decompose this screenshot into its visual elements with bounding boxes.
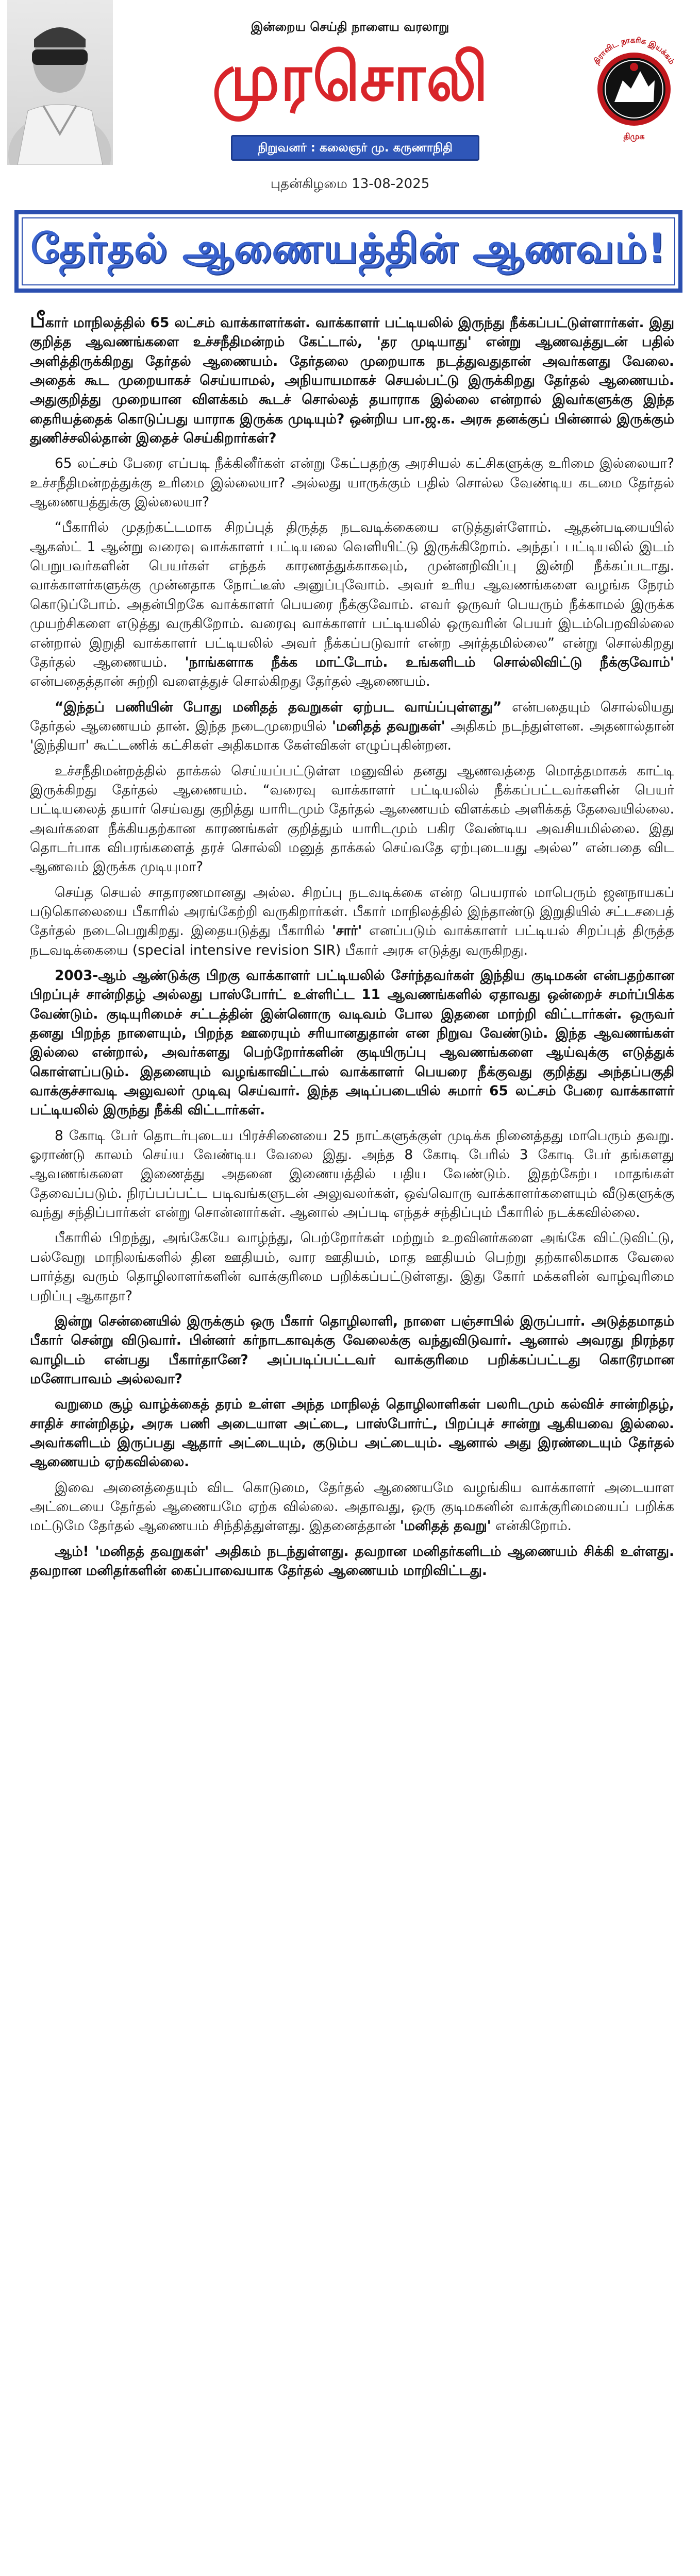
article-paragraph [30,311,674,448]
paragraph-text: “பீகாரில் முதற்கட்டமாக சிறப்புத் திருத்த நடவடிக்கையை எடுத்துள்ளோம். ஆதன்படியையில் ஆகஸ்ட் 1 ஆன்று வரைவு வாக்காளர் பட்டியலை வெளியிட்டு இருக்கிறோம். அந்தப் பட்டியலில் இடம் பெறுபவர்களின் பெயர்கள் எந்தக் காரணத்துக்காகவும், முன்னறிவிப்பு இன்றி நீக்கப்படாது. வாக்காளர்களுக்கு முன்னதாக நோட்டீஸ் அனுப்புவோம். அவர் உரிய ஆவணங்களை வழங்க நேரம் கொடுப்போம். அதன்பிறகே வாக்காளர் பெயரை நீக்குவோம். எவர் ஒருவர் பெயரும் நீக்காமல் இருக்க முயற்சிகளை எடுத்து வருகிறோம். வரைவு வாக்காளர் பட்டியலில் ஒருவரின் பெயர் இடம்பெறவில்லை என்றால் இறுதி வாக்காளர் பட்டியலில் அவர் நீக்கப்படுவார் என்ற அர்த்தமில்லை” என்று சொல்கிறது தேர்தல் ஆணையம். [30,519,674,670]
party-emblem [577,20,691,148]
paragraph-text: 8 கோடி பேர் தொடர்புடைய பிரச்சினையை 25 நாட்களுக்குள் முடிக்க நினைத்தது மாபெரும் தவறு. ஓராண்டு காலம் செய்ய வேண்டிய வேலை இது. அந்த 8 கோடி பேரில் 3 கோடி பேர் தங்களது ஆவணங்களை இணைத்து அதனை இணையத்தில் பதிய வேண்டும். இதற்கேற்ப மாதங்கள் தேவைப்படும். நிரப்பப்பட்ட படிவங்களுடன் அலுவலர்கள், ஒவ்வொரு வாக்காளர்களையும் வீடுகளுக்கு வந்து சந்திப்பார்கள் என்று சொன்னார்கள். ஆனால் அப்படி எந்தச் சந்திப்பும் பீகாரில் நடக்கவில்லை. [30,1127,674,1221]
founder-label: நிறுவனர் : கலைஞர் மு. கருணாநிதி [231,135,479,161]
paragraph-text: உச்சநீதிமன்றத்தில் தாக்கல் செய்யப்பட்டுள்ள மனுவில் தனது ஆணவத்தை மொத்தமாகக் காட்டி இருக்கிறது தேர்தல் ஆணையம். “வரைவு வாக்காளர் பட்டியலில் நீக்கப்பட்டவர்களின் பெயர் பட்டியலைத் தயார் செய்வது குறித்து யாரிடமும் தேர்தல் ஆணையம் விளக்கம் அளிக்கத் தேவையில்லை. அவர்களை நீக்கியதற்கான காரணங்கள் குறித்தும் யாரிடமும் பகிர வேண்டிய அவசியமில்லை. இது தொடர்பாக விபரங்களைத் தரச் சொல்லி மனுத் தாக்கல் செய்வதே ஏற்புடையது அல்ல” என்பதை விட ஆணவம் இருக்க முடியுமா? [30,762,674,875]
paragraph-text: என்பதையும் சொல்லியது தேர்தல் ஆணையம் தான். இந்த நடைமுறையில் [30,699,674,734]
paragraph-text: இவை அனைத்தையும் விட கொடுமை, தேர்தல் ஆணையமே வழங்கிய வாக்காளர் அடையாள அட்டையை தேர்தல் ஆணையமே ஏற்க வில்லை. அதாவது, ஒரு குடிமகனின் வாக்குரிமையைப் பறிக்க மட்டுமே தேர்தல் ஆணையம் சிந்தித்துள்ளது. இதனைத்தான் [30,1479,674,1534]
issue-date: புதன்கிழமை 13-08-2025 [270,176,430,192]
emphasized-text: ஆம்! 'மனிதத் தவறுகள்' அதிகம் நடந்துள்ளது. தவறான மனிதர்களிடம் ஆணையம் சிக்கி உள்ளது. தவறான மனிதர்களின் கைப்பாவையாக தேர்தல் ஆணையம் மாறிவிட்டது. [30,1543,674,1579]
emphasized-text: 'நாங்களாக நீக்க மாட்டோம். உங்களிடம் சொல்லிவிட்டு நீக்குவோம்' [185,654,674,670]
article-paragraph [30,1478,674,1536]
emblem-icon [577,20,691,148]
masthead [0,0,700,206]
emphasized-text: 'தர முடியாது' [376,334,472,350]
emphasized-text: இன்று சென்னையில் இருக்கும் ஒரு பீகார் தொழிலாளி, நாளை பஞ்சாபில் இருப்பார். அடுத்தமாதம் பீகார் சென்று விடுவார். பின்னர் கர்நாடகாவுக்கு வேலைக்கு வந்துவிடுவார். ஆனால் அவரது நிரந்தர வாழிடம் என்பது பீகார்தானே? அப்படிப்பட்டவர் வாக்குரிமை பறிக்கப்பட்டது கொடூரமான மனோபாவம் அல்லவா? [30,1313,674,1387]
article-paragraph [30,1542,674,1581]
emphasized-text: என்று ஆணவத்துடன் பதில் அளித்திருக்கிறது தேர்தல் ஆணையம். தேர்தலை முறையாக நடத்துவதுதான் அவர்களது வேலை. அதைக் கூட முறையாகச் செய்யாமல், அநியாயமாகச் செயல்பட்டு இருக்கிறது தேர்தல் ஆணையம். அதுகுறித்து முறையான விளக்கம் கூடச் சொல்லத் தயாராக இல்லை என்றால் இவர்களுக்கு இந்த தைரியத்தைக் கொடுப்பது யாராக இருக்க முடியும்? ஒன்றிய பா.ஜ.க. அரசு தனக்குப் பின்னால் இருக்கும் துணிச்சலில்தான் இதைச் செய்கிறார்கள்? [30,334,675,447]
emphasized-text: 2003-ஆம் ஆண்டுக்கு பிறகு வாக்காளர் பட்டியலில் சேர்ந்தவர்கள் இந்திய குடிமகன் என்பதற்கான பிறப்புச் சான்றிதழ் அல்லது பாஸ்போர்ட் உள்ளிட்ட 11 ஆவணங்களில் ஏதாவது ஒன்றைச் சமர்ப்பிக்க வேண்டும். குடியுரிமைச் சட்டத்தின் இன்னொரு வடிவம் போல இதனை மாற்றி விட்டார்கள். ஒருவர் தனது பிறந்த நாளையும், பிறந்த ஊரையும் சரியானதுதான் என நிறுவ வேண்டும். இந்த ஆவணங்கள் இல்லை என்றால், அவர்களது பெற்றோர்களின் குடியிருப்பு ஆவணங்களை ஆய்வுக்கு எடுத்துக் கொள்ளப்படும். இதனையும் வழங்காவிட்டால் வாக்காளர் பெயரை நீக்குவது குறித்து அந்தப்பகுதி வாக்குச்சாவடி அலுவலர் முடிவு செய்வார். இந்த அடிப்படையில் சுமார் 65 லட்சம் பேரை வாக்காளர் பட்டியலில் இருந்து நீக்கி விட்டார்கள். [30,968,674,1118]
paragraph-text: என்பதைத்தான் சுற்றி வளைத்துச் சொல்கிறது தேர்தல் ஆணையம். [30,673,430,690]
article-body [30,311,674,1586]
article-paragraph [30,454,674,512]
headline-inner [22,217,675,285]
emphasized-text: வறுமை சூழ் வாழ்க்கைத் தரம் உள்ள அந்த மாநிலத் தொழிலாளிகள் பலரிடமும் கல்விச் சான்றிதழ், சாதிச் சான்றிதழ், அரசு பணி அடையாள அட்டை, பாஸ்போர்ட், பிறப்புச் சான்று ஆகியவை இல்லை. அவர்களிடம் இருப்பது ஆதார் அட்டையும், குடும்ப அட்டையும். ஆனால் அது இரண்டையும் தேர்தல் ஆணையம் ஏற்கவில்லை. [30,1396,674,1470]
article-paragraph [30,761,674,877]
paragraph-text: அதிகம் நடந்துள்ளன. அதனால்தான் 'இந்தியா' கூட்டணிக் கட்சிகள் அதிகமாக கேள்விகள் எழுப்புகின்றன. [30,718,674,754]
newspaper-logo: முரசொலி [212,39,489,116]
emphasized-text: 'மனிதத் தவறுகள்' [331,718,445,734]
drop-cap: பீ [30,309,45,332]
article-paragraph [30,883,674,960]
tagline: இன்றைய செய்தி நாளைய வரலாறு [251,20,449,34]
article-paragraph [30,1228,674,1305]
article-paragraph [30,518,674,691]
paragraph-text: என்கிறோம். [491,1518,572,1534]
paragraph-text: 65 லட்சம் பேரை எப்படி நீக்கினீர்கள் என்று கேட்பதற்கு அரசியல் கட்சிகளுக்கு உரிமை இல்லையா? உச்சநீதிமன்றத்துக்கு உரிமை இல்லையா? அல்லது யாருக்கும் பதில் சொல்ல வேண்டிய கடமை தேர்தல் ஆணையத்துக்கு இல்லையா? [30,455,674,511]
emphasized-text: 'சார்' [331,923,362,939]
paragraph-text: செய்த செயல் சாதாரணமானது அல்ல. சிறப்பு நடவடிக்கை என்ற பெயரால் மாபெரும் ஜனநாயகப் படுகொலையை பீகாரில் அரங்கேற்றி வருகிறார்கள். பீகார் மாநிலத்தில் இந்தாண்டு இறுதியில் சட்டசபைத் தேர்தல் நடைபெறுகிறது. இதையடுத்து பீகாரில் [30,884,674,939]
paragraph-text: பீகாரில் பிறந்து, அங்கேயே வாழ்ந்து, பெற்றோர்கள் மற்றும் உறவினர்களை அங்கே விட்டுவிட்டு, பல்வேறு மாநிலங்களில் தின ஊதியம், வார ஊதியம், மாத ஊதியம் பெற்று தற்காலிகமாக வேலை பார்த்து வரும் தொழிலாளர்களின் வாக்குரிமை பறிக்கப்பட்டுள்ளது. இது கோர் மக்களின் வாழ்வுரிமை பறிப்பு ஆகாதா? [30,1230,674,1304]
article-paragraph [30,698,674,755]
emphasized-text: 'மனிதத் தவறு' [399,1518,491,1534]
article-paragraph [30,1312,674,1388]
emphasized-text: “இந்தப் பணியின் போது மனிதத் தவறுகள் ஏற்பட வாய்ப்புள்ளது” [55,699,502,715]
article-paragraph [30,1395,674,1471]
emblem-top-text: திராவிட நாகரிக இயக்கம் [591,35,677,66]
headline-box [14,210,682,293]
headline-title: தேர்தல் ஆணையத்தின் ஆணவம்! [30,226,666,272]
article-paragraph [30,1126,674,1223]
article-paragraph [30,966,674,1120]
emphasized-text: கார் மாநிலத்தில் 65 லட்சம் வாக்காளர்கள். வாக்காளர் பட்டியலில் இருந்து நீக்கப்பட்டுள்ளார்கள். இது குறித்த ஆவணங்களை உச்சநீதிமன்றம் கேட்டால், [30,315,674,350]
emblem-bottom-text: திமுக [623,131,645,141]
paragraph-text: எனப்படும் வாக்காளர் பட்டியல் சிறப்புத் திருத்த நடவடிக்கையை (special intensive revision SIR) பீகார் அரசு எடுத்து வருகிறது. [30,923,674,958]
